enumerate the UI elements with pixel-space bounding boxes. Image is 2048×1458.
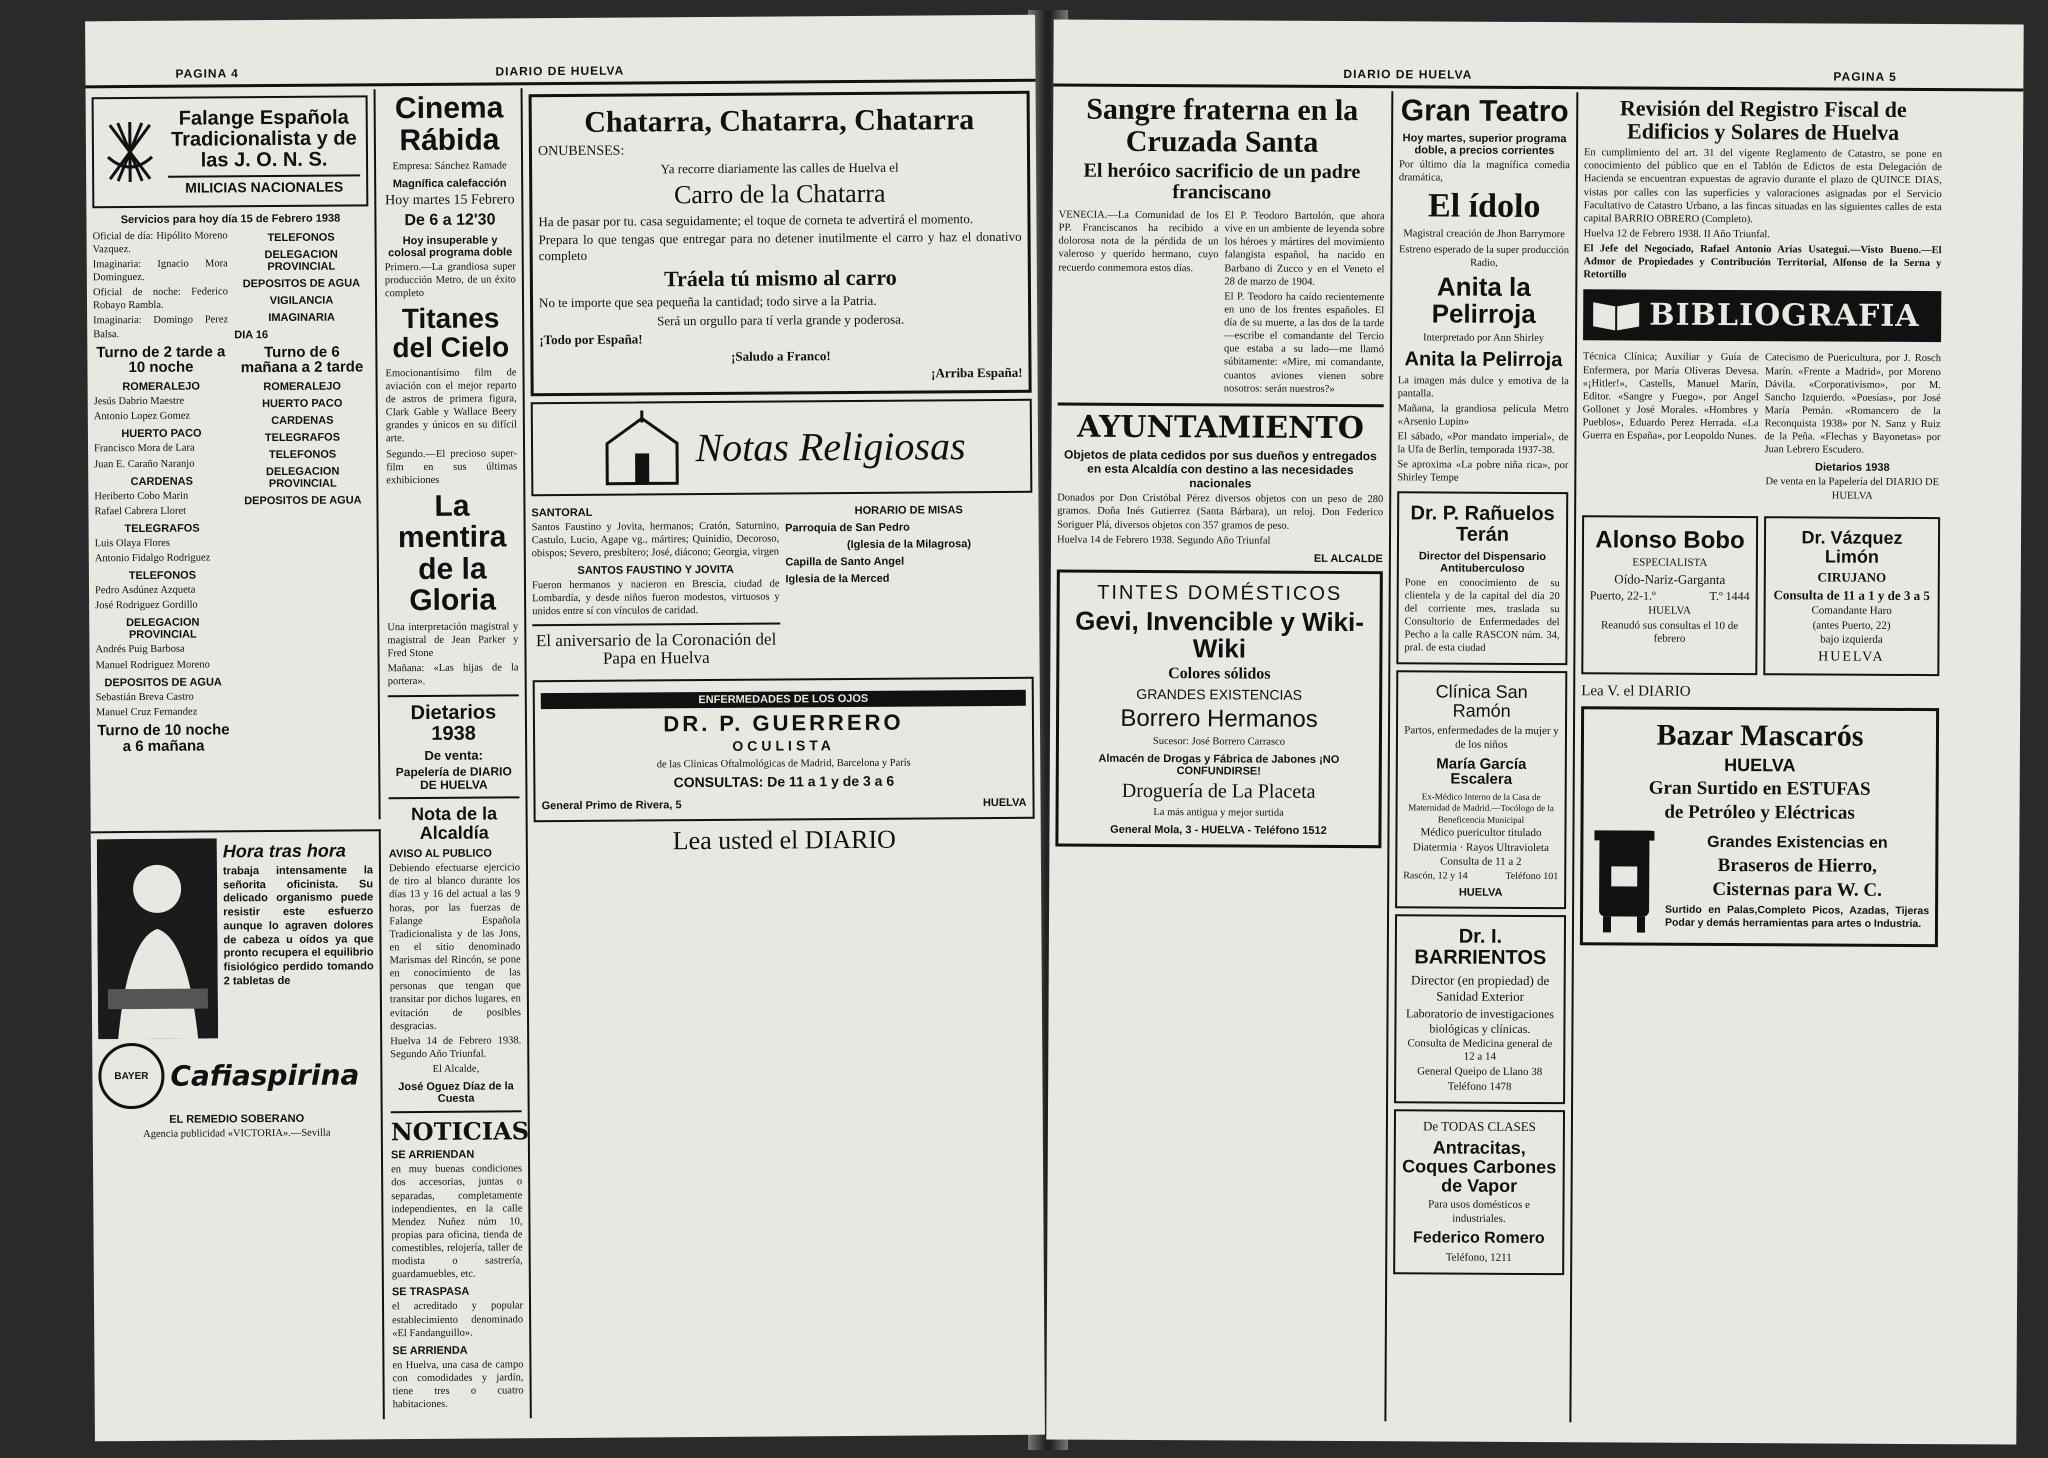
post-heading: DELEGACION PROVINCIAL	[265, 465, 340, 491]
church-name: Parroquia de San Pedro	[785, 521, 910, 535]
tintes-stock: GRANDES EXISTENCIAS	[1136, 686, 1303, 703]
tintes-drogueria: Droguería de La Placeta	[1121, 779, 1316, 803]
teatro-program: Hoy martes, superior programa doble, a precios corrientes	[1402, 131, 1567, 157]
alcaldia-title: Nota de la Alcaldía	[411, 803, 498, 844]
notice-heading: SE ARRIENDAN	[390, 1148, 475, 1162]
film-title: Anita la Pelirroja	[1404, 347, 1563, 371]
name-entry: Heriberto Cobo Marin	[94, 490, 189, 502]
teatro-approach: Se aproxima «La pobre niña rica», por Shirley Tempe	[1397, 459, 1569, 485]
church-name: Capilla de Santo Angel	[785, 555, 905, 569]
coal-top: De TODAS CLASES	[1422, 1117, 1536, 1134]
film-desc: Emocionantísimo film de aviación con el mejor reparto de astros de primera figura, Clark Gable y Wallace Beery grandes y únicos en su difícil arte.	[385, 367, 517, 445]
bazar-title: Bazar Mascarós	[1656, 719, 1864, 754]
falange-column	[86, 89, 381, 821]
name-entry: Manuel Rodriguez Moreno	[95, 659, 210, 671]
dietarios-title: Dietarios 1938	[410, 700, 497, 745]
doctor-prev: (antes Puerto, 22)	[1812, 619, 1891, 632]
falange-two-col	[92, 226, 372, 759]
alcaldia-sub: AVISO AL PUBLICO	[388, 847, 493, 861]
bazar-line: de Petróleo y Eléctricas	[1664, 801, 1855, 824]
chatarra-slogan: ¡Todo por España!	[539, 331, 643, 348]
santoral-body: Santos Faustino y Jovita, hermanos; Cratón, Saturnino, Castulo, Lucio, Agape vg., mártires; Quinidio, Decoroso, obispos; Severo, presbítero; José, diácono; Georgia, virgen	[531, 520, 780, 560]
doctor-consult: Consulta de Medicina general de 12 a 14	[1407, 1036, 1553, 1064]
doctor-city: HUELVA	[1818, 649, 1885, 666]
name-entry: Juan E. Caraño Naranjo	[94, 458, 195, 470]
film-desc: Una interpretación magistral y magistral de Jean Parker y Fred Stone	[387, 621, 519, 660]
ayuntamiento-title: AYUNTAMIENTO	[1077, 409, 1365, 446]
doctor-consult: Consulta de 11 a 1 y de 3 a 5	[1773, 586, 1930, 603]
cinema-heat: Magnífica calefacción	[392, 177, 507, 191]
doctor-note: Reanudó sus consultas el 10 de febrero	[1600, 618, 1739, 646]
bazar-ad	[1580, 707, 1939, 947]
sangre-column	[1046, 89, 1393, 1421]
yoke-arrows-icon	[100, 117, 160, 187]
guerrero-name: DR. P. GUERRERO	[663, 709, 904, 737]
religiosa-banner	[531, 398, 1033, 495]
post-heading: HUERTO PACO	[121, 427, 202, 441]
teatro-title: Gran Teatro	[1400, 94, 1569, 129]
church-name: Iglesia de la Merced	[785, 572, 890, 586]
post-heading: DELEGACION PROVINCIAL	[264, 248, 338, 273]
doctor-phone: T.º 1444	[1709, 588, 1750, 603]
guerrero-consult: CONSULTAS: De 11 a 1 y de 3 a 6	[673, 772, 895, 791]
ayuntamiento-body: Donados por Don Cristóbal Pérez diversos objetos con un peso de 280 gramos. Doña Inés Gutierrez (Santa Bárbara), un reloj. Don Federico Soriguer Plá, diversos objetos con 357 gramos de peso.	[1057, 492, 1384, 532]
doctor-name: Dr. P. Rañuelos Terán	[1410, 501, 1555, 546]
horario-heading: HORARIO DE MISAS	[854, 503, 963, 517]
doctor-name: Dr. I. BARRIENTOS	[1414, 925, 1547, 970]
clinic-hours: Consulta de 11 a 2	[1440, 855, 1522, 869]
notice-heading: SE TRASPASA	[391, 1286, 470, 1299]
dietarios-sub: De venta:	[424, 747, 484, 763]
sangre-body: El P. Teodoro ha caído recientemente en uno de los frentes españoles. El día de su muerte, a las dos de la tarde—escribe el comandante del Tercio que estaba a su lado—me llamó súbitamente: «Mire, mi comandante, cuantos aviones vienen sobre nosotros: serán nuestros?»	[1223, 291, 1385, 395]
name-entry: Jesús Dabrio Maestre	[93, 395, 185, 408]
clinica-ad	[1395, 671, 1567, 910]
teatro-sabado: El sábado, «Por mandato imperial», de la Ufa de Berlín, temporada 1937-38.	[1397, 431, 1569, 457]
tintes-company: Borrero Hermanos	[1120, 704, 1318, 733]
guerrero-clinics: de las Clínicas Oftalmológicas de Madrid, Barcelona y París	[656, 757, 911, 771]
clinic-pract: Médico puericultor titulado	[1420, 826, 1542, 839]
chatarra-p2: Ha de pasar por tu. casa seguidamente; el toque de corneta te advertirá el momento.	[538, 210, 974, 229]
saints-heading: SANTOS FAUSTINO Y JOVITA	[577, 563, 734, 577]
tintes-brands: Gevi, Invencible y Wiki-Wiki	[1075, 605, 1365, 664]
doctor-field: Oído-Nariz-Garganta	[1614, 571, 1726, 587]
antracitas-ad	[1393, 1109, 1565, 1275]
chatarra-p5: Será un orgullo para tí verla grande y poderosa.	[657, 311, 905, 328]
cinema-date: Hoy martes 15 Febrero	[385, 192, 515, 209]
doctor-spec: ESPECIALISTA	[1632, 556, 1708, 569]
church-icon	[597, 408, 688, 489]
name-entry: Andrés Puig Barbosa	[95, 644, 185, 656]
teatro-last: Por último día la magnífica comedia dramática,	[1398, 158, 1570, 184]
cinema-second: Segundo.—El precioso super-film en sus últimas exhibiciones	[386, 447, 518, 487]
doctor-role: Director del Dispensario Antituberculoso	[1418, 549, 1547, 575]
tintes-successor: Sucesor: José Borrero Carrasco	[1152, 736, 1286, 748]
teatro-desc: La imagen más dulce y emotiva de la pantalla.	[1397, 374, 1569, 400]
post-heading: TELEFONOS	[128, 569, 197, 583]
religiosa-body	[531, 498, 1033, 672]
coal-name: Federico Romero	[1413, 1229, 1545, 1248]
chatarra-carro: Carro de la Chatarra	[673, 178, 886, 210]
post-heading: CARDENAS	[271, 414, 334, 428]
post-heading: HUERTO PACO	[262, 397, 343, 411]
bazar-line: Cisternas para W. C.	[1712, 878, 1882, 901]
bazar-city: HUELVA	[1724, 754, 1796, 776]
doctor-role: CIRUJANO	[1817, 569, 1887, 586]
doctor-body: Pone en conocimiento de su clientela y de la capital del día 20 del corriente mes, traslada su Consultorio de Enfermedades del Pecho a la calle RASCON núm. 34, pral. de esta ciudad	[1404, 576, 1560, 654]
lea-diario: Lea V. el DIARIO	[1581, 682, 1691, 700]
sangre-body: El P. Teodoro Bartolón, que ahora vive en un ambiente de leyenda sobre los héroes y mártires del movimiento falangista español, ha nacido en Barbano di Zucco y en el Veneto el 28 de marzo de 1904.	[1224, 210, 1385, 288]
falange-title: Falange Española Tradicionalista y de las J. O. N. S.	[170, 106, 357, 172]
teatro-estreno: Estreno esperado de la super producción Radio,	[1398, 243, 1570, 269]
post-heading: TELEGRAFOS	[124, 522, 200, 536]
tintes-warehouse: Almacén de Drogas y Fábrica de Jabones ¡NO CONFUNDIRSE!	[1098, 752, 1340, 778]
woman-typist-illustration	[97, 838, 218, 1039]
teatro-column	[1386, 91, 1578, 1422]
name-entry: Rafael Cabrera Lloret	[94, 505, 187, 518]
cinema-tomorrow: Mañana: «Las hijas de la portera».	[387, 662, 519, 688]
paper-name: DIARIO DE HUELVA	[1343, 66, 1473, 82]
bibliografia-title: BIBLIOGRAFIA	[1649, 298, 1920, 335]
clinic-cred: Ex-Médico Interno de la Casa de Maternidad de Madrid.—Tocólogo de la Beneficencia Municipal	[1408, 791, 1554, 825]
notice-body: el acreditado y popular establecimiento denominado «El Fandanguillo».	[392, 1300, 524, 1339]
film-title: El ídolo	[1427, 187, 1541, 225]
cinema-column	[378, 88, 532, 1419]
doctor-name: Alonso Bobo	[1595, 526, 1745, 554]
duty-line: Oficial de noche: Federico Robayo Rambla.	[92, 286, 228, 312]
alcaldia-name: José Oguez Díaz de la Cuesta	[398, 1080, 514, 1106]
guerrero-city: HUELVA	[982, 796, 1027, 809]
duty-line: Oficial de día: Hipólito Moreno Vazquez.	[92, 230, 228, 256]
post-heading: DEPOSITOS DE AGUA	[242, 277, 361, 290]
shift-heading: Turno de 6 mañana a 2 tarde	[240, 343, 364, 377]
doctor-phone: Teléfono 1478	[1447, 1080, 1512, 1093]
notice-heading: SE ARRIENDA	[392, 1344, 468, 1358]
ad-body: trabaja intensamente la señorita oficinista. Su delicado organismo puede resistir este esfuerzo aunque lo agraven dolores de cabeza u oídos ya que pronto recupera el equilibrio fisiológico perdido tomando 2 tabletas de	[222, 864, 374, 988]
doctor-address: General Queipo de Llano 38	[1417, 1065, 1543, 1079]
day-heading: DIA 16	[234, 328, 269, 341]
chatarra-traela: Tráela tú mismo al carro	[663, 264, 897, 292]
chatarra-title: Chatarra, Chatarra, Chatarra	[584, 103, 975, 139]
alcaldia-body: Debiendo efectuarse ejercicio de tiro al blanco durante los días 13 y 16 del actual a las 9 horas, por las fuerzas de Falange Española Tradicionalista y de las Jons, en el sitio denominado Marismas del Rincón, se pone en conocimiento de las personas que tengan que transitar por dichos lugares, en evitación de posibles desgracias.	[388, 862, 522, 1032]
post-heading: CARDENAS	[130, 475, 193, 488]
bibliografia-left: Técnica Clínica; Auxiliar y Guía de Enfermera, por María Oliveras Devesa. «¡Hitler!», Castells, Manuel Marín, Editor. «Sangre y Fuego», por Angel Gollonet y José Morales. «Hombres y Pueblos», Eduardo Perez Herrada. «La Guerra en España», por Leopoldo Nunes.	[1582, 351, 1759, 443]
paper-name: DIARIO DE HUELVA	[495, 63, 625, 79]
bazar-bottom: Surtido en Palas,Completo Picos, Azadas, Tijeras Podar y demás herramientas para artes o Industria.	[1664, 903, 1930, 931]
page-number: PAGINA 5	[1833, 69, 1897, 84]
brand-name: Cafiaspirina	[170, 1057, 360, 1093]
cinema-first: Primero.—La grandiosa super producción Metro, de un éxito completo	[384, 260, 516, 300]
coal-title: Antracitas, Coques Carbones de Vapor	[1402, 1137, 1557, 1196]
cafiaspirina-ad	[91, 829, 385, 1421]
clinic-services: Diatermia · Rayos Ultravioleta	[1412, 840, 1549, 854]
page-4	[85, 15, 1045, 1442]
doctor-role: Director (en propiedad) de Sanidad Exterior	[1411, 972, 1550, 1005]
ad-tagline: EL REMEDIO SOBERANO	[169, 1112, 305, 1126]
center-column	[523, 85, 1045, 1419]
post-heading: VIGILANCIA	[269, 294, 334, 307]
name-entry: Sebastián Breva Castro	[95, 691, 194, 703]
aniversario-title: El aniversario de la Coronación del Papa en Huelva	[535, 629, 777, 668]
registro-column	[1571, 92, 1948, 1424]
guerrero-band: ENFERMEDADES DE LOS OJOS	[541, 690, 1026, 709]
teatro-tomorrow: Mañana, la grandiosa película Metro «Arsenio Lupin»	[1397, 403, 1569, 428]
tintes-title: TINTES DOMÉSTICOS	[1097, 581, 1343, 605]
chatarra-p1: Ya recorre diariamente las calles de Huelva el	[660, 159, 899, 177]
registro-body: En cumplimiento del art. 31 del vigente Reglamento de Catastro, se pone en conocimiento del público que en el Tablón de Edictos de esta Delegación de Hacienda se encuentran expuestas de agravio durante el plazo de QUINCE DIAS, vistas por calles con las superficies y valoraciones asignadas por el Servicio Facultativo de Catastro Urbano, a las fincas situadas en las siguientes calles de esta capital BARRIO OBRERO (Completo).	[1583, 147, 1943, 225]
doctor-name: Dr. Vázquez Limón	[1801, 527, 1903, 567]
saints-body: Fueron hermanos y nacieron en Brescia, ciudad de Lombardía, y desde niños fueron modestos, virtuosos y unidos entre sí con vínculos de caridad.	[531, 578, 780, 618]
bibliografia-dietarios: Dietarios 1938	[1815, 461, 1890, 475]
post-heading: DELEGACION PROVINCIAL	[126, 616, 200, 642]
stove-icon	[1589, 826, 1660, 936]
doctor-address: Comandante Haro	[1811, 604, 1892, 617]
folio-left	[85, 57, 1035, 89]
bazar-line: Grandes Existencias en	[1707, 834, 1888, 853]
doctor-city: HUELVA	[1648, 604, 1692, 617]
post-heading: DEPOSITOS DE AGUA	[244, 494, 362, 508]
clinic-sub: Partos, enfermedades de la mujer y de los niños	[1404, 724, 1559, 751]
film-title: La mentira de la Gloria	[397, 489, 507, 618]
shift-heading: Turno de 10 noche a 6 mañana	[97, 721, 230, 755]
post-heading: TELEFONOS	[267, 231, 335, 244]
alcaldia-date: Huelva 14 de Febrero 1938. Segundo Año Triunfal.	[390, 1035, 522, 1061]
clinic-address: Rascón, 12 y 14	[1403, 870, 1468, 882]
book-icon	[1591, 298, 1641, 332]
post-heading: DEPOSITOS DE AGUA	[104, 676, 222, 689]
alcaldia-sign: El Alcalde,	[432, 1063, 480, 1075]
name-entry: Antonio Lopez Gomez	[93, 410, 191, 423]
film-desc: Interpretado por Ann Shirley	[1423, 332, 1545, 345]
bibliografia-right: Catecismo de Puericultura, por J. Rosch Marín. «Frente a Madrid», por Moreno Dávila. «Corporativismo», por M. Sancho Izquierdo. «Poesías», por José María Pemán. «Romancero de la Reconquista 1938» por N. Sanz y Ruiz de la Peña. «Flechas y Bayonetas» por Juan Lebrero Escudero.	[1764, 352, 1941, 457]
guerrero-address: General Primo de Rivera, 5	[541, 798, 682, 812]
sangre-title: Sangre fraterna en la Cruzada Santa	[1086, 92, 1359, 159]
name-entry: Francisco Mora de Lara	[94, 443, 195, 455]
coal-uses: Para usos domésticos e industriales.	[1428, 1198, 1530, 1226]
noticias-title: NOTICIAS	[390, 1116, 530, 1147]
name-entry: Luis Olaya Flores	[94, 537, 170, 550]
film-title: Titanes del Cielo	[392, 302, 510, 364]
chatarra-slogan: ¡Saludo a Franco!	[731, 348, 831, 364]
clinic-doctor: María García Escalera	[1436, 755, 1527, 789]
post-heading: TELEGRAFOS	[264, 431, 341, 445]
vazquez-ad	[1763, 516, 1940, 676]
page-5	[1046, 19, 2023, 1444]
chatarra-p3: Prepara lo que tengas que entregar para no detener inutilmente el carro y haz el donativo completo	[538, 228, 1022, 264]
duty-line: Imaginaria: Ignacio Mora Dominguez.	[92, 258, 228, 284]
falange-subtitle: MILICIAS NACIONALES	[168, 174, 360, 195]
coal-phone: Teléfono, 1211	[1445, 1251, 1512, 1264]
name-entry: Pedro Asdúnez Azqueta	[94, 584, 196, 597]
tintes-solid: Colores sólidos	[1168, 665, 1271, 683]
name-entry: Manuel Cruz Fernandez	[95, 706, 198, 719]
bobo-ad	[1581, 515, 1758, 675]
cinema-program: Hoy insuperable y colosal programa doble	[388, 234, 513, 259]
clinic-city: HUELVA	[1458, 886, 1503, 899]
tintes-oldest: La más antigua y mejor surtida	[1153, 807, 1284, 819]
post-heading: ROMERALEJO	[122, 380, 200, 394]
bazar-line: Braseros de Hierro,	[1717, 855, 1877, 877]
doctor-address: Puerto, 22-1.º	[1589, 588, 1656, 603]
registro-title: Revisión del Registro Fiscal de Edificios y Solares de Huelva	[1619, 95, 1907, 145]
dietarios-where: Papelería de DIARIO DE HUELVA	[395, 764, 512, 792]
page-number: PAGINA 4	[175, 66, 239, 81]
guerrero-role: OCULISTA	[732, 737, 835, 755]
lea-diario: Lea usted el DIARIO	[672, 824, 896, 855]
post-heading: IMAGINARIA	[268, 311, 335, 324]
cinema-title: Cinema Rábida	[394, 91, 504, 157]
doctor-lab: Laboratorio de investigaciones biológicas y clínicas.	[1406, 1005, 1555, 1036]
religiosa-title: Notas Religiosas	[695, 423, 966, 471]
doctor-floor: bajo izquierda	[1820, 633, 1883, 647]
bibliografia-banner	[1583, 290, 1941, 343]
church-name: (Iglesia de la Milagrosa)	[846, 537, 972, 551]
film-title: Anita la Pelirroja	[1431, 271, 1536, 330]
post-heading: ROMERALEJO	[263, 380, 341, 394]
chatarra-p4: No te importe que sea pequeña la cantidad; todo sirve a la Patria.	[538, 293, 877, 311]
registro-sign: El Jefe del Negociado, Rafael Antonio Arias Usategui.—Visto Bueno.—El Admor de Propiedades y Contribución Territorial, Alfonso de la Serna y Retortillo	[1583, 243, 1942, 281]
duty-line: Imaginaria: Domingo Perez Balsa.	[93, 314, 229, 340]
chatarra-ad	[529, 91, 1032, 396]
santoral-heading: SANTORAL	[531, 506, 593, 519]
services-date: Servicios para hoy día 15 de Febrero 1938	[120, 212, 341, 226]
chatarra-onub: ONUBENSES:	[537, 143, 625, 159]
clinic-title: Clínica San Ramón	[1435, 681, 1528, 722]
post-heading: TELEFONOS	[268, 448, 337, 462]
ranuelos-ad	[1396, 491, 1568, 666]
name-entry: Antonio Fidalgo Rodriguez	[94, 552, 211, 565]
notice-body: en Huelva, una casa de campo con comodidades y jardín, tiene tres o cuatro habitaciones.	[392, 1359, 524, 1411]
bayer-cross-icon: BAYER	[98, 1043, 164, 1109]
ad-headline: Hora tras hora	[222, 840, 346, 862]
bibliografia-venta: De venta en la Papelería del DIARIO DE HUELVA	[1765, 476, 1940, 502]
film-desc: Magistral creación de Jhon Barrymore	[1403, 228, 1565, 241]
falange-header	[92, 95, 369, 208]
tintes-address: General Mola, 3 - HUELVA - Teléfono 1512	[1110, 824, 1327, 838]
ayuntamiento-sub: Objetos de plata cedidos por sus dueños y entregados en esta Alcaldía con destino a las necesidades nacionales	[1064, 447, 1377, 491]
registro-date: Huelva 12 de Febrero 1938. II Año Triunfal.	[1583, 228, 1770, 241]
sangre-subtitle: El heróico sacrificio de un padre franciscano	[1083, 159, 1361, 204]
name-entry: José Rodriguez Gordillo	[95, 599, 198, 612]
notice-body: en muy buenas condiciones dos accesorias, juntas o separadas, completamente independientes, en la calle Mendez Nuñez núm 10, propias para oficina, tienda de comestibles, relojería, taller de modista o sastrería, guardamuebles, etc.	[391, 1163, 523, 1281]
chatarra-slogan: ¡Arriba España!	[931, 365, 1023, 381]
ayuntamiento-date: Huelva 14 de Febrero 1938. Segundo Año Triunfal	[1056, 534, 1271, 547]
folio-right	[1053, 61, 2023, 91]
bazar-line: Gran Surtido en ESTUFAS	[1648, 777, 1871, 800]
ad-agency: Agencia publicidad «VICTORIA».—Sevilla	[143, 1127, 331, 1140]
cinema-company: Empresa: Sánchez Ramade	[392, 160, 507, 173]
sangre-body: VENECIA.—La Comunidad de los PP. Franciscanos ha recibido a dolorosa nota de la pérdida de un valeroso y querido hermano, cuyo recuerdo conmemora estos días.	[1058, 209, 1219, 274]
barrientos-ad	[1394, 914, 1566, 1103]
shift-heading: Turno de 2 tarde a 10 noche	[96, 343, 226, 377]
cinema-time: De 6 a 12'30	[404, 211, 496, 229]
tintes-ad	[1055, 569, 1382, 848]
clinic-phone: Teléfono 101	[1505, 870, 1559, 883]
guerrero-ad	[533, 677, 1035, 822]
ayuntamiento-sign: EL ALCALDE	[1313, 552, 1383, 565]
